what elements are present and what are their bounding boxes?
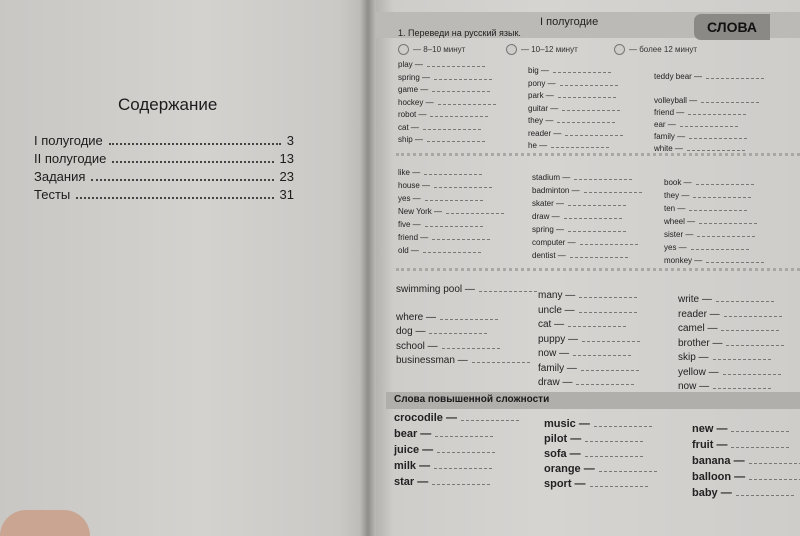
vocab-word: family —	[654, 132, 747, 141]
vocab-word: monkey —	[664, 256, 764, 265]
vocab-word: pony —	[528, 79, 618, 88]
vocab-word: friend —	[398, 233, 490, 242]
smiley-icon	[614, 44, 625, 55]
vocab-word: write —	[678, 294, 774, 305]
vocab-word: ten —	[664, 204, 747, 213]
toc-page-number: 23	[279, 169, 294, 184]
toc-label: II полугодие	[34, 151, 107, 166]
vocab-word: businessman —	[396, 355, 530, 366]
vocab-word: draw —	[532, 212, 622, 221]
vocab-word: brother —	[678, 338, 784, 349]
vocab-word: big —	[528, 66, 611, 75]
vocab-word: old —	[398, 246, 481, 255]
toc-label: Задания	[34, 169, 86, 184]
toc-title: Содержание	[118, 95, 218, 114]
vocab-word: reader —	[678, 309, 782, 320]
vocab-word: dog —	[396, 326, 487, 337]
toc-page-number: 31	[279, 187, 294, 202]
hand	[0, 510, 90, 536]
vocab-word: crocodile —	[394, 412, 519, 424]
toc-leader	[112, 161, 273, 163]
vocab-word: family —	[538, 363, 639, 374]
toc-row	[34, 187, 294, 202]
vocab-word: now —	[538, 348, 631, 359]
vocab-word: bear —	[394, 428, 493, 440]
vocab-word: music —	[544, 418, 652, 430]
toc-page-number: 3	[286, 133, 294, 148]
toc-page-number: 13	[279, 151, 294, 166]
vocab-word: teddy bear —	[654, 72, 764, 81]
vocab-word: skip —	[678, 352, 771, 363]
toc-label: I полугодие	[34, 133, 103, 148]
vocab-word: game —	[398, 85, 490, 94]
vocab-word: spring —	[532, 225, 626, 234]
vocab-word: balloon —	[692, 471, 800, 483]
smiley-icon	[398, 44, 409, 55]
vocab-word: guitar —	[528, 104, 620, 113]
vocab-word: ship —	[398, 135, 485, 144]
toc-leader	[76, 197, 273, 199]
vocab-word: robot —	[398, 110, 488, 119]
vocab-word: yellow —	[678, 367, 781, 378]
vocab-word: skater —	[532, 199, 626, 208]
vocab-word: yes —	[664, 243, 749, 252]
vocab-word: milk —	[394, 460, 492, 472]
vocab-word: orange —	[544, 463, 657, 475]
vocab-word: ear —	[654, 120, 738, 129]
vocab-word: computer —	[532, 238, 638, 247]
vocab-word: draw —	[538, 377, 634, 388]
vocab-word: stadium —	[532, 173, 632, 182]
vocab-word: book —	[664, 178, 754, 187]
vocab-word: he —	[528, 141, 609, 150]
toc-leader	[109, 143, 281, 145]
vocab-word: like —	[398, 168, 482, 177]
section-header: I полугодие	[540, 16, 599, 28]
vocab-word: where —	[396, 312, 498, 323]
timer-legend-1: — 8–10 минут	[398, 44, 465, 55]
left-page	[0, 0, 368, 536]
vocab-word: pilot —	[544, 433, 643, 445]
divider	[396, 153, 800, 156]
advanced-section-title: Слова повышенной сложности	[394, 394, 550, 405]
instruction: 1. Переведи на русский язык.	[398, 28, 521, 38]
vocab-word: yes —	[398, 194, 483, 203]
vocab-word: play —	[398, 60, 485, 69]
timer-legend-2: — 10–12 минут	[506, 44, 578, 55]
vocab-word: they —	[528, 116, 615, 125]
vocab-word: they —	[664, 191, 751, 200]
vocab-word: dentist —	[532, 251, 628, 260]
vocab-word: cat —	[398, 123, 481, 132]
vocab-word: puppy —	[538, 334, 640, 345]
timer-legend-3: — более 12 минут	[614, 44, 697, 55]
vocab-word: banana —	[692, 455, 800, 467]
vocab-word: juice —	[394, 444, 495, 456]
divider	[396, 268, 800, 271]
vocab-word: park —	[528, 91, 616, 100]
toc-leader	[91, 179, 273, 181]
book-spine	[360, 0, 376, 536]
vocab-word: cat —	[538, 319, 626, 330]
vocab-word: badminton —	[532, 186, 642, 195]
toc-row	[34, 151, 294, 166]
vocab-word: sport —	[544, 478, 648, 490]
vocab-word: swimming pool —	[396, 284, 537, 295]
toc-row	[34, 133, 294, 148]
toc-label: Тесты	[34, 187, 71, 202]
vocab-word: friend —	[654, 108, 746, 117]
vocab-word: camel —	[678, 323, 779, 334]
vocab-word: sofa —	[544, 448, 643, 460]
vocab-word: spring —	[398, 73, 492, 82]
vocab-word: wheel —	[664, 217, 757, 226]
vocab-word: fruit —	[692, 439, 789, 451]
vocab-word: school —	[396, 341, 500, 352]
vocab-word: many —	[538, 290, 637, 301]
vocab-word: hockey —	[398, 98, 496, 107]
vocab-word: volleyball —	[654, 96, 759, 105]
vocab-word: white —	[654, 144, 745, 153]
vocab-word: New York —	[398, 207, 504, 216]
vocab-word: reader —	[528, 129, 623, 138]
vocab-word: sister —	[664, 230, 755, 239]
vocab-word: house —	[398, 181, 492, 190]
smiley-icon	[506, 44, 517, 55]
toc-row	[34, 169, 294, 184]
vocab-word: star —	[394, 476, 490, 488]
vocab-word: new —	[692, 423, 789, 435]
tab-slova: СЛОВА	[694, 14, 770, 40]
vocab-word: now —	[678, 381, 771, 392]
vocab-word: baby —	[692, 487, 794, 499]
vocab-word: five —	[398, 220, 483, 229]
vocab-word: uncle —	[538, 305, 637, 316]
